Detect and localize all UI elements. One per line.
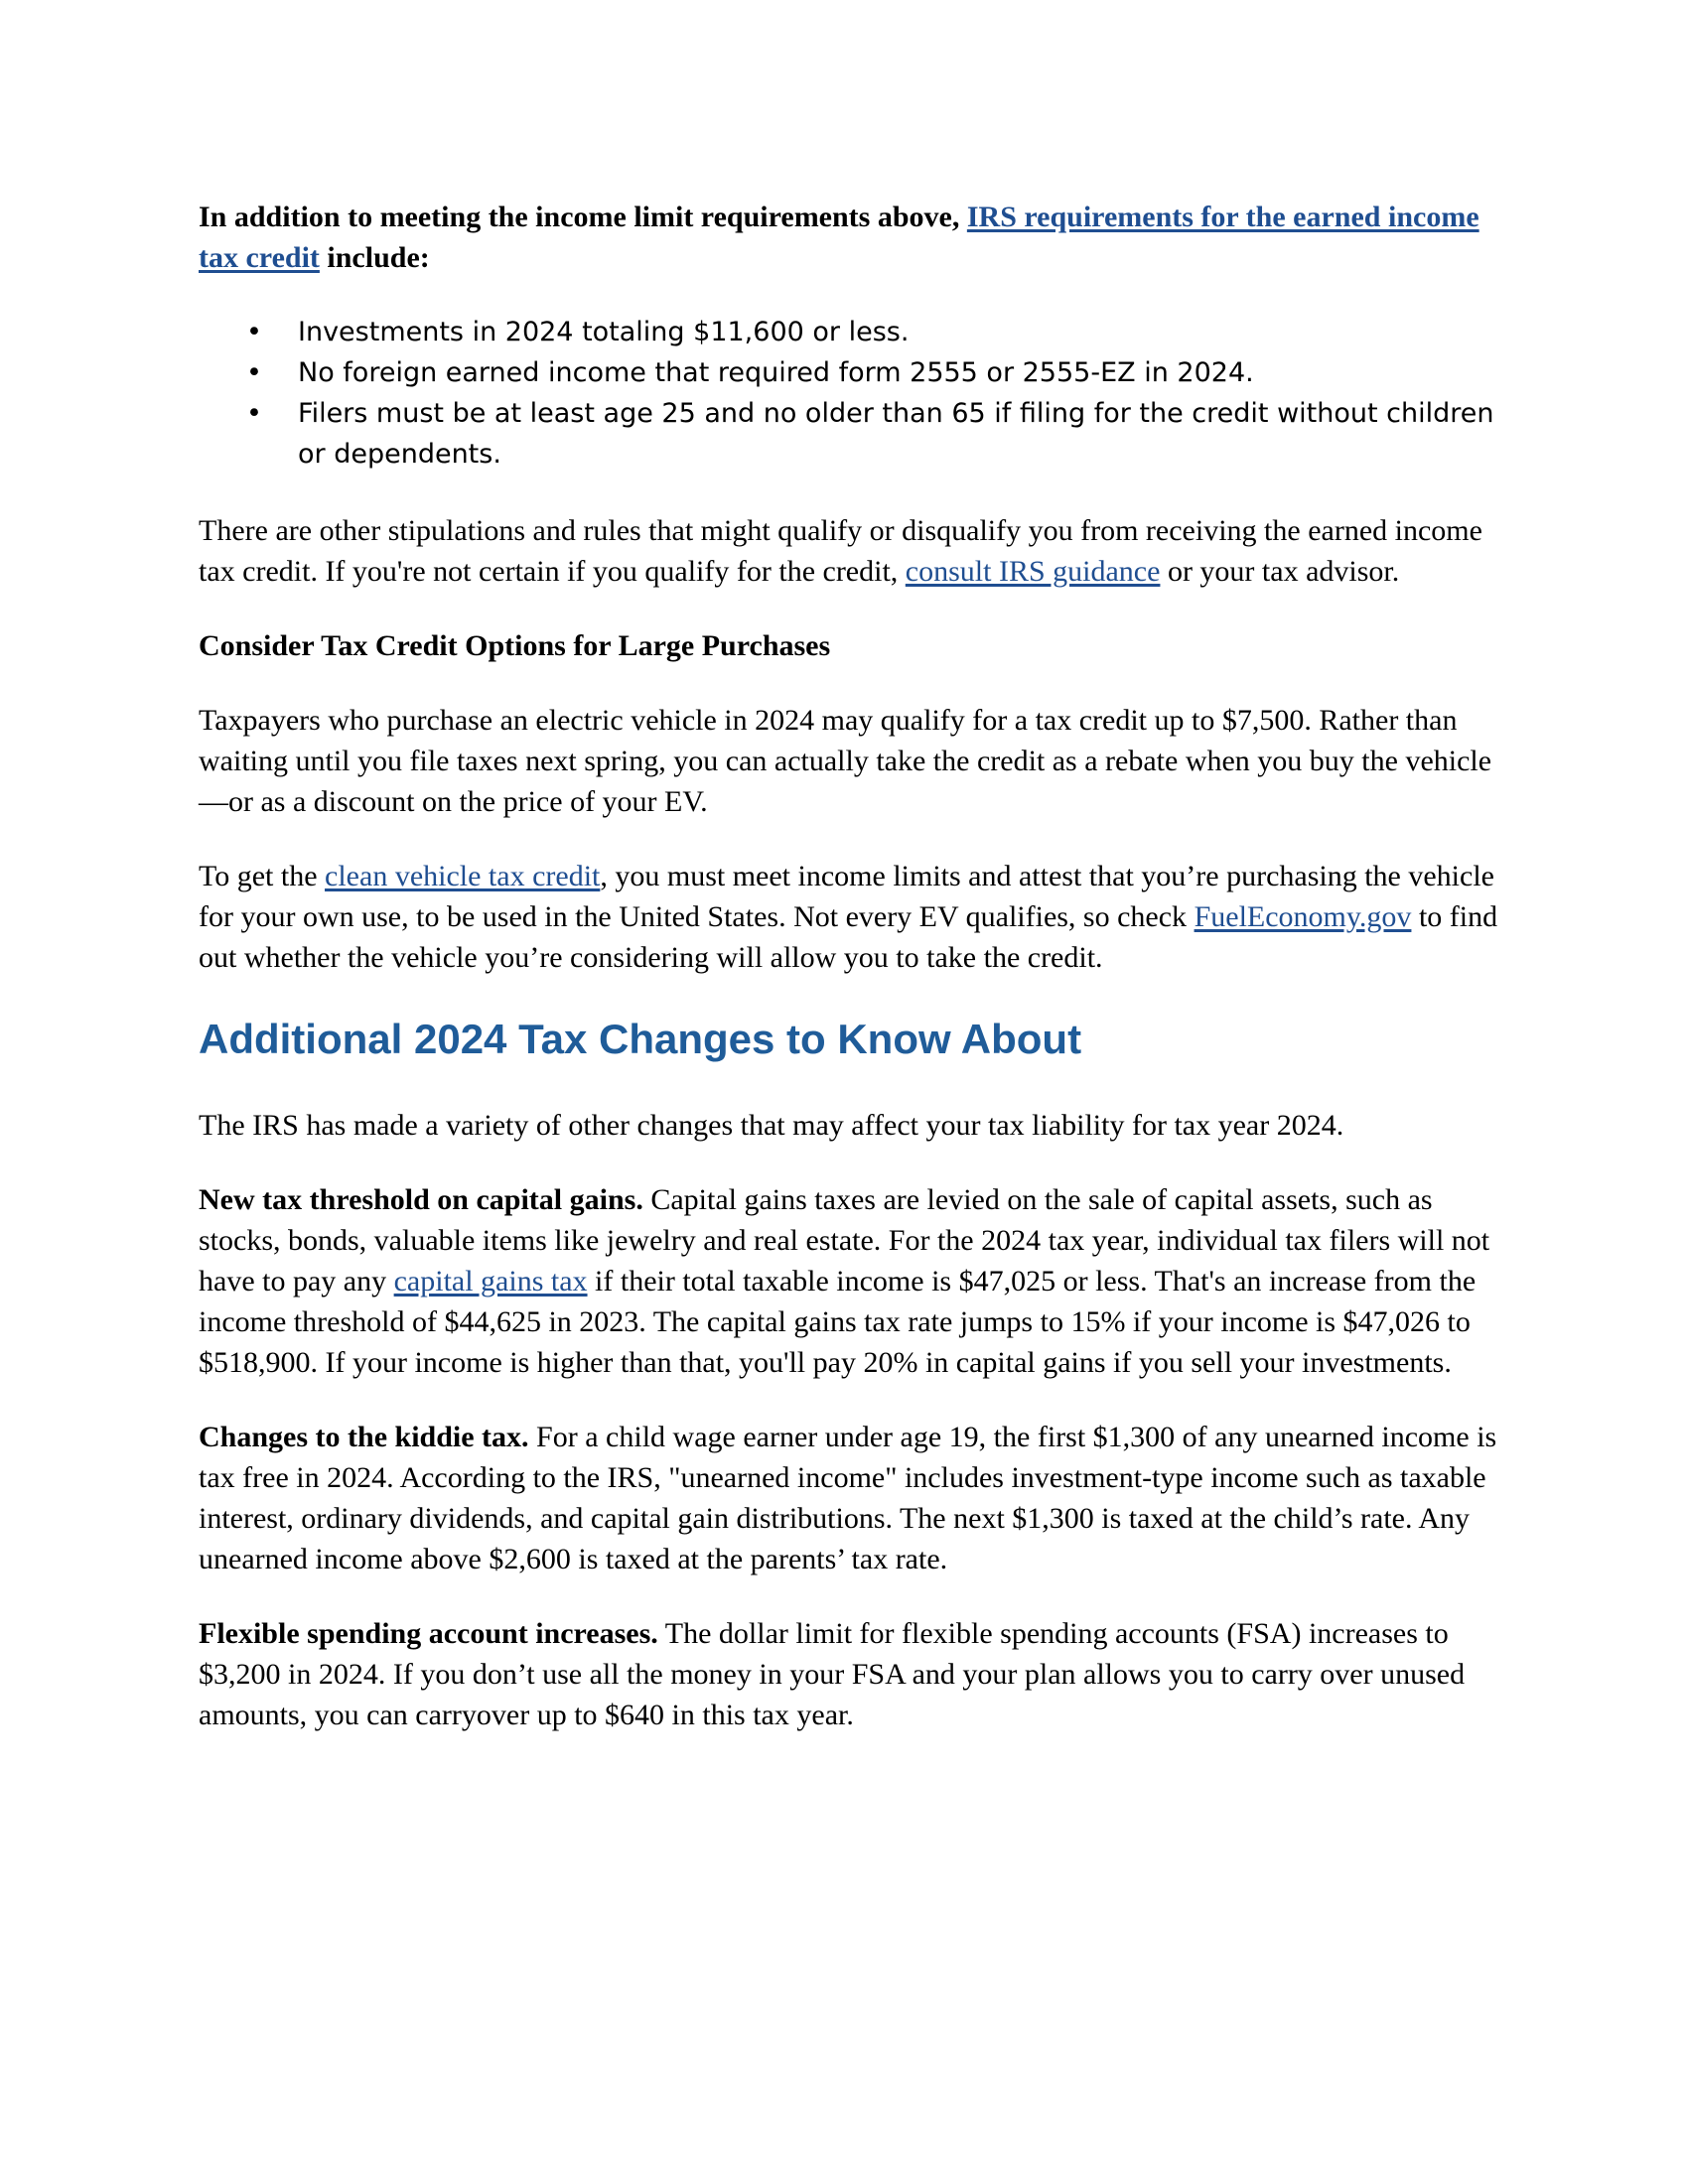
document-page <box>199 197 1499 1769</box>
clean-vehicle-paragraph <box>199 856 1499 978</box>
bullet-icon: • <box>246 357 262 388</box>
capital-gains-text-before: Capital gains taxes are levied on the sale of capital assets, such as stocks, bonds, valuable items like jewelry and real estate. For the 2024 tax year, individual tax filers will not have to pay any <box>199 1183 1490 1297</box>
fueleconomy-link[interactable]: FuelEconomy.gov <box>1194 900 1412 933</box>
capital-gains-lead: New tax threshold on capital gains. <box>199 1183 643 1216</box>
requirement-text: No foreign earned income that required form 2555 or 2555-EZ in 2024. <box>298 357 1254 388</box>
list-item <box>199 352 1499 393</box>
kiddie-tax-lead: Changes to the kiddie tax. <box>199 1421 529 1453</box>
clean-vehicle-text-after: to find out whether the vehicle you’re considering will allow you to take the credit. <box>199 900 1498 974</box>
capital-gains-tax-link[interactable]: capital gains tax <box>393 1265 588 1297</box>
stipulations-text-before: There are other stipulations and rules that might qualify or disqualify you from receiving the earned income tax credit. If you're not certain if you qualify for the credit, <box>199 514 1482 588</box>
capital-gains-text-after: if their total taxable income is $47,025 or less. That's an increase from the income threshold of $44,625 in 2023. The capital gains tax rate jumps to 15% if your income is $47,026 to $518,900. If your income is higher than that, you'll pay 20% in capital gains if you sell your investments. <box>199 1265 1477 1379</box>
irs-guidance-link[interactable]: consult IRS guidance <box>905 555 1161 588</box>
intro-text-after: include: <box>319 241 430 274</box>
requirement-text: Filers must be at least age 25 and no older than 65 if filing for the credit without children or dependents. <box>298 398 1494 470</box>
list-item <box>199 393 1499 475</box>
stipulations-text-after: or your tax advisor. <box>1160 555 1400 588</box>
additional-changes-intro: The IRS has made a variety of other changes that may affect your tax liability for tax year 2024. <box>199 1109 1344 1142</box>
kiddie-tax-text: For a child wage earner under age 19, the first $1,300 of any unearned income is tax free in 2024. According to the IRS, "unearned income" includes investment-type income such as taxable interest, ordinary dividends, and capital gain distributions. The next $1,300 is taxed at the child’s rate. Any unearned income above $2,600 is taxed at the parents’ tax rate. <box>199 1421 1497 1575</box>
eitc-requirements-intro <box>199 197 1499 278</box>
list-item <box>199 312 1499 352</box>
irs-eitc-requirements-link[interactable]: IRS requirements for the earned income tax credit <box>199 201 1479 274</box>
clean-vehicle-text-before: To get the <box>199 860 326 892</box>
fsa-text: The dollar limit for flexible spending accounts (FSA) increases to $3,200 in 2024. If you don’t use all the money in your FSA and your plan allows you to carry over unused amounts, you can carryover up to $640 in this tax year. <box>199 1617 1466 1731</box>
fsa-paragraph <box>199 1613 1499 1735</box>
capital-gains-paragraph <box>199 1179 1499 1383</box>
clean-vehicle-text-middle: , you must meet income limits and attest that you’re purchasing the vehicle for your own use, to be used in the United States. Not every EV qualifies, so check <box>199 860 1494 933</box>
fsa-lead: Flexible spending account increases. <box>199 1617 658 1650</box>
eitc-requirements-list <box>199 312 1499 475</box>
bullet-icon: • <box>246 398 262 429</box>
additional-changes-heading: Additional 2024 Tax Changes to Know About <box>199 1016 1082 1062</box>
intro-text-before: In addition to meeting the income limit requirements above, <box>199 201 967 233</box>
kiddie-tax-paragraph <box>199 1417 1499 1579</box>
stipulations-paragraph <box>199 510 1499 592</box>
requirement-text: Investments in 2024 totaling $11,600 or less. <box>298 317 910 347</box>
large-purchases-heading: Consider Tax Credit Options for Large Purchases <box>199 629 831 662</box>
clean-vehicle-credit-link[interactable]: clean vehicle tax credit <box>325 860 601 892</box>
ev-credit-paragraph: Taxpayers who purchase an electric vehicle in 2024 may qualify for a tax credit up to $7,500. Rather than waiting until you file taxes next spring, you can actually take the credit as a rebate when you buy the vehicle—or as a discount on the price of your EV. <box>199 704 1492 818</box>
bullet-icon: • <box>246 317 262 347</box>
